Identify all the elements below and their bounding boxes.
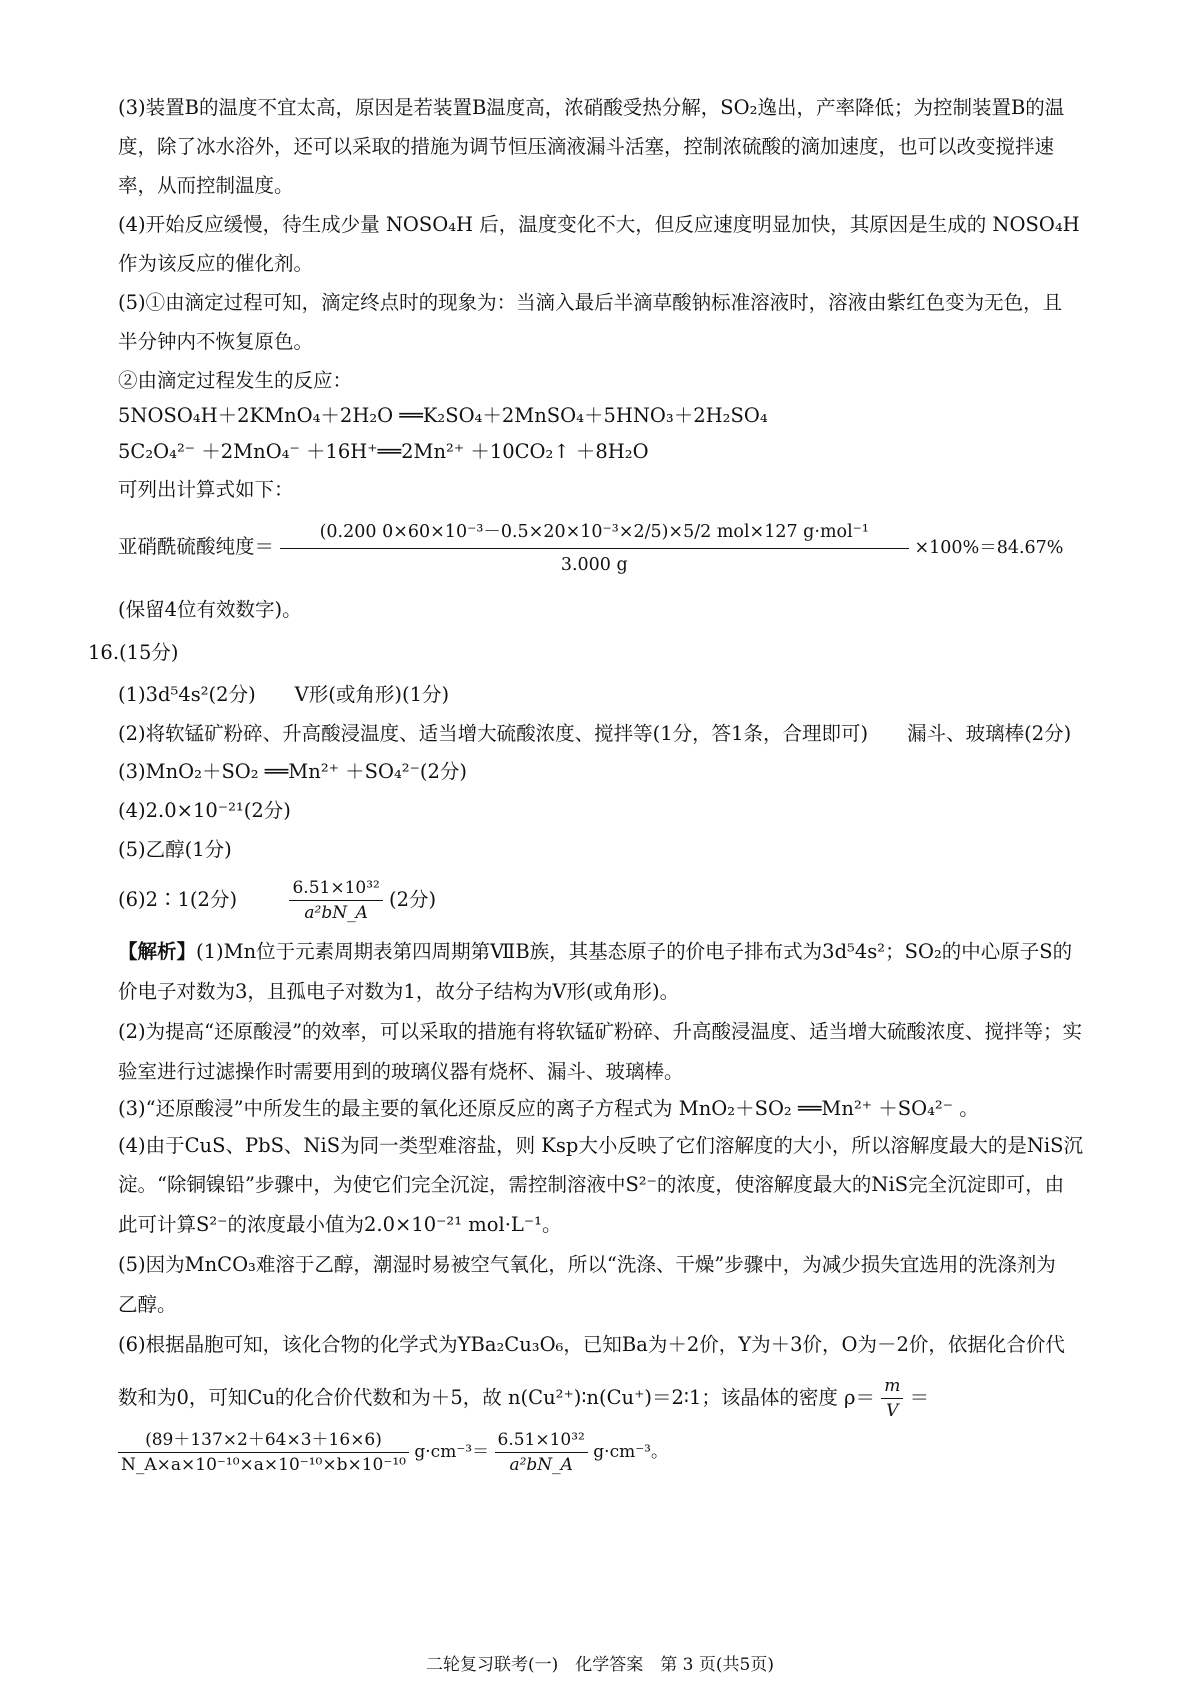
- para-5-line-2: 半分钟内不恢复原色。: [118, 330, 314, 353]
- analysis-4-line-2: 淀。“除铜镍铅”步骤中，为使它们完全沉淀，需控制溶液中S²⁻的浓度，使溶解度最大的NiS完全沉淀即可，由: [118, 1173, 1065, 1196]
- rho-equals: ＝: [909, 1386, 930, 1409]
- para-5-line-3: ②由滴定过程发生的反应：: [118, 369, 353, 392]
- analysis-1-text: (1)Mn位于元素周期表第四周期第ⅦB族，其基态原子的价电子排布式为3d⁵4s²；SO₂的中心原子S的: [196, 940, 1073, 963]
- density-result-fraction: [495, 1428, 588, 1477]
- page-footer: 二轮复习联考(一) 化学答案 第 3 页(共5页): [426, 1655, 774, 1675]
- para-5-line-1: (5)①由滴定过程可知，滴定终点时的现象为：当滴入最后半滴草酸钠标准溶液时，溶液由紫红色变为无色，且: [118, 291, 1063, 314]
- rho-numerator: m: [881, 1374, 903, 1399]
- answer-5: (5)乙醇(1分): [118, 838, 232, 861]
- analysis-5-line-2: 乙醇。: [118, 1293, 177, 1316]
- answer-3: (3)MnO₂＋SO₂ ══Mn²⁺ ＋SO₄²⁻(2分): [118, 760, 468, 783]
- rho-fraction: [881, 1374, 903, 1423]
- equation-1: 5NOSO₄H＋2KMnO₄＋2H₂O ══K₂SO₄＋2MnSO₄＋5HNO₃＋2H₂SO₄: [118, 404, 768, 427]
- answer-2: (2)将软锰矿粉碎、升高酸浸温度、适当增大硫酸浓度、搅拌等(1分，答1条，合理即可) 漏斗、玻璃棒(2分): [118, 722, 1072, 745]
- answer-6-numerator: 6.51×10³²: [289, 876, 382, 901]
- analysis-6-line-2: [118, 1374, 929, 1423]
- para-4-line-2: 作为该反应的催化剂。: [118, 252, 314, 275]
- density-unit: g·cm⁻³＝: [414, 1442, 490, 1462]
- purity-label: 亚硝酰硫酸纯度＝: [118, 535, 275, 558]
- analysis-3: (3)“还原酸浸”中所发生的最主要的氧化还原反应的离子方程式为 MnO₂＋SO₂ ══Mn²⁺ ＋SO₄²⁻ 。: [118, 1097, 979, 1120]
- equation-2: 5C₂O₄²⁻ ＋2MnO₄⁻ ＋16H⁺══2Mn²⁺ ＋10CO₂↑ ＋8H₂O: [118, 440, 649, 463]
- sig-figure-note: (保留4位有效数字)。: [118, 598, 302, 621]
- analysis-4-line-1: (4)由于CuS、PbS、NiS为同一类型难溶盐，则 Ksp大小反映了它们溶解度的大小，所以溶解度最大的是NiS沉: [118, 1134, 1083, 1157]
- density-result-denominator: a²bN_A: [509, 1455, 573, 1475]
- analysis-2-line-2: 验室进行过滤操作时需要用到的玻璃仪器有烧杯、漏斗、玻璃棒。: [118, 1060, 684, 1083]
- analysis-5-line-1: (5)因为MnCO₃难溶于乙醇，潮湿时易被空气氧化，所以“洗涤、干燥”步骤中，为减少损失宜选用的洗涤剂为: [118, 1253, 1056, 1276]
- answer-6: [118, 876, 436, 925]
- density-denominator: N_A×a×10⁻¹⁰×a×10⁻¹⁰×b×10⁻¹⁰: [121, 1455, 406, 1475]
- para-4-line-1: (4)开始反应缓慢，待生成少量 NOSO₄H 后，温度变化不大，但反应速度明显加快，其原因是生成的 NOSO₄H: [118, 213, 1080, 236]
- purity-numerator: (0.200 0×60×10⁻³－0.5×20×10⁻³×2/5)×5/2 mol×127 g·mol⁻¹: [280, 520, 909, 549]
- purity-denominator: 3.000 g: [560, 555, 628, 575]
- para-3-line-2: 度，除了冰水浴外，还可以采取的措施为调节恒压滴液漏斗活塞，控制浓硫酸的滴加速度，也可以改变搅拌速: [118, 135, 1055, 158]
- purity-result: ×100%＝84.67%: [914, 538, 1064, 558]
- answer-1: (1)3d⁵4s²(2分) V形(或角形)(1分): [118, 683, 450, 706]
- density-fraction: [118, 1428, 409, 1477]
- answer-6-suffix: (2分): [389, 888, 437, 911]
- answer-6-denominator: a²bN_A: [304, 903, 368, 923]
- calc-intro: 可列出计算式如下：: [118, 478, 294, 501]
- answer-6-prefix: (6)2∶1(2分): [118, 888, 238, 911]
- rho-denominator: V: [886, 1401, 899, 1421]
- analysis-tag: 【解析】: [118, 940, 197, 963]
- density-result-unit: g·cm⁻³。: [593, 1442, 668, 1462]
- analysis-1-line-2: 价电子对数为3，且孤电子对数为1，故分子结构为V形(或角形)。: [118, 980, 680, 1003]
- purity-formula: [118, 520, 1063, 577]
- density-numerator: (89＋137×2＋64×3＋16×6): [118, 1428, 409, 1453]
- analysis-4-line-3: 此可计算S²⁻的浓度最小值为2.0×10⁻²¹ mol·L⁻¹。: [118, 1213, 562, 1236]
- answer-6-fraction: [289, 876, 382, 925]
- analysis-1-line-1: [118, 940, 1072, 964]
- purity-fraction: [280, 520, 909, 577]
- para-3-line-1: (3)装置B的温度不宜太高，原因是若装置B温度高，浓硝酸受热分解，SO₂逸出，产率降低；为控制装置B的温: [118, 96, 1065, 119]
- question-16-heading: 16.(15分): [88, 641, 179, 664]
- answer-4: (4)2.0×10⁻²¹(2分): [118, 799, 291, 822]
- para-3-line-3: 率，从而控制温度。: [118, 174, 294, 197]
- analysis-6-text: 数和为0，可知Cu的化合价代数和为＋5，故 n(Cu²⁺)∶n(Cu⁺)＝2∶1；该晶体的密度 ρ＝: [118, 1386, 876, 1409]
- density-formula: [118, 1428, 668, 1477]
- analysis-6-line-1: (6)根据晶胞可知，该化合物的化学式为YBa₂Cu₃O₆，已知Ba为＋2价，Y为＋3价，O为－2价，依据化合价代: [118, 1333, 1065, 1356]
- analysis-2-line-1: (2)为提高“还原酸浸”的效率，可以采取的措施有将软锰矿粉碎、升高酸浸温度、适当增大硫酸浓度、搅拌等；实: [118, 1020, 1083, 1043]
- density-result-numerator: 6.51×10³²: [495, 1428, 588, 1453]
